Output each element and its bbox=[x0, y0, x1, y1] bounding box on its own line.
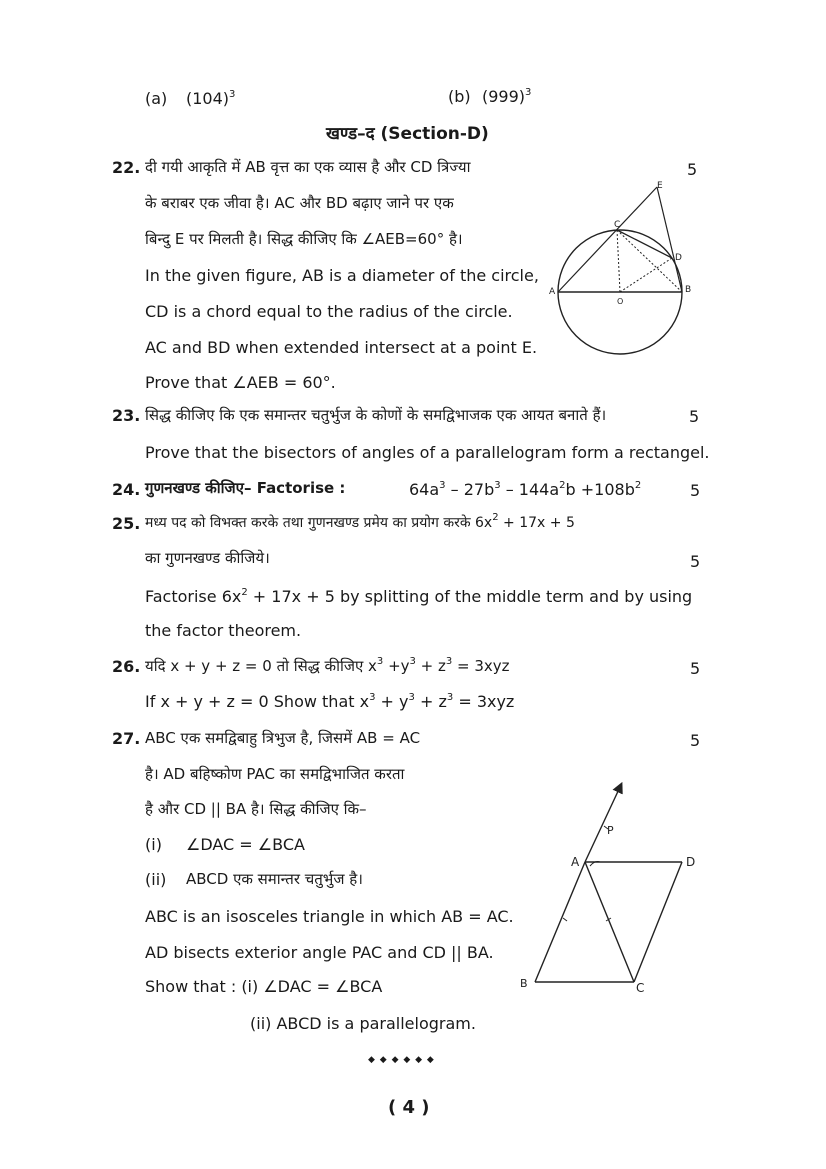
q25-english-line-1: Factorise $6x^2 + 17x + 5$ by splitting of the middle term and by using bbox=[145, 587, 693, 606]
q25-hindi-line-1: मध्य पद को विभक्त करके तथा गुणनखण्ड प्रमेय का प्रयोग करके $6x^2 + 17x + 5$ bbox=[145, 512, 575, 531]
q23-english: Prove that the bisectors of angles of a parallelogram form a rectangel. bbox=[145, 443, 710, 462]
end-marker: ◆ ◆ ◆ ◆ ◆ ◆ bbox=[368, 1055, 435, 1065]
option-b-label: (b) bbox=[448, 87, 471, 106]
q26-hindi: यदि x + y + z = 0 तो सिद्ध कीजिए $x^3 +y^3 + z^3 = 3xyz$ bbox=[145, 656, 510, 675]
q27-label-a: A bbox=[571, 855, 580, 869]
q22-label-o: O bbox=[617, 297, 624, 306]
q22-label-a: A bbox=[549, 287, 556, 297]
q25-hindi-line-2: का गुणनखण्ड कीजिये। bbox=[145, 549, 270, 567]
q24-label: गुणनखण्ड कीजिए– Factorise : bbox=[145, 479, 346, 497]
option-a-label: (a) bbox=[145, 89, 168, 108]
q22-label-b: B bbox=[685, 285, 692, 295]
q24-number: 24. bbox=[112, 480, 141, 499]
q22-hindi-line-1: दी गयी आकृति में AB वृत्त का एक व्यास है और CD त्रिज्या bbox=[145, 158, 471, 176]
q22-label-d: D bbox=[675, 253, 682, 263]
q27-number: 27. bbox=[112, 729, 141, 748]
q27-part-ii-text: ABCD एक समान्तर चतुर्भुज है। bbox=[186, 870, 363, 888]
q22-hindi-line-3: बिन्दु E पर मिलती है। सिद्ध कीजिए कि ∠AEB=60° है। bbox=[145, 230, 463, 248]
q22-english-line-1: In the given figure, AB is a diameter of the circle, bbox=[145, 266, 539, 285]
q22-marks: 5 bbox=[687, 160, 698, 179]
option-a-value: $(104)^3$ bbox=[186, 89, 236, 108]
q24-expression: $64a^3 - 27b^3 - 144a^2b +108b^2$ bbox=[409, 480, 642, 499]
q26-marks: 5 bbox=[690, 659, 701, 678]
q27-show-that: Show that : (i) ∠DAC = ∠BCA bbox=[145, 977, 383, 996]
q27-english-line-1: ABC is an isosceles triangle in which AB = AC. bbox=[145, 907, 514, 926]
q27-label-d: D bbox=[686, 855, 696, 869]
option-b-value: $(999)^3$ bbox=[482, 87, 532, 106]
q22-english-line-3: AC and BD when extended intersect at a point E. bbox=[145, 338, 538, 357]
q23-number: 23. bbox=[112, 406, 141, 425]
q26-english: If x + y + z = 0 Show that $x^3 + y^3 + z^3 = 3xyz$ bbox=[145, 692, 515, 711]
q27-label-p: P bbox=[607, 824, 614, 837]
q23-hindi: सिद्ध कीजिए कि एक समान्तर चतुर्भुज के कोणों के समद्विभाजक एक आयत बनाते हैं। bbox=[145, 406, 607, 424]
q22-english-line-4: Prove that ∠AEB = 60°. bbox=[145, 373, 336, 392]
q27-english-line-2: AD bisects exterior angle PAC and CD || BA. bbox=[145, 943, 494, 962]
q27-hindi-line-1: ABC एक समद्विबाहु त्रिभुज है, जिसमें AB = AC bbox=[145, 729, 421, 747]
q27-label-c: C bbox=[636, 981, 645, 995]
q25-marks: 5 bbox=[690, 552, 701, 571]
q22-circle-figure bbox=[540, 175, 700, 375]
q24-marks: 5 bbox=[690, 481, 701, 500]
q27-parallelogram-figure bbox=[515, 780, 700, 995]
q27-part-ii-label: (ii) bbox=[145, 870, 167, 889]
q22-number: 22. bbox=[112, 158, 141, 177]
page-number: ( 4 ) bbox=[388, 1097, 430, 1118]
q22-label-e: E bbox=[657, 181, 663, 191]
q26-number: 26. bbox=[112, 657, 141, 676]
q22-label-c: C bbox=[614, 220, 621, 230]
q25-number: 25. bbox=[112, 514, 141, 533]
q25-english-line-2: the factor theorem. bbox=[145, 621, 302, 640]
q22-hindi-line-2: के बराबर एक जीवा है। AC और BD बढ़ाए जाने पर एक bbox=[145, 194, 454, 212]
q22-english-line-2: CD is a chord equal to the radius of the circle. bbox=[145, 302, 513, 321]
q27-hindi-line-2: है। AD बहिष्कोण PAC का समद्विभाजित करता bbox=[145, 765, 405, 783]
q27-show-ii: (ii) ABCD is a parallelogram. bbox=[250, 1014, 476, 1033]
q27-part-i-label: (i) bbox=[145, 835, 162, 854]
q27-marks: 5 bbox=[690, 731, 701, 750]
q27-label-b: B bbox=[520, 977, 528, 990]
q27-hindi-line-3: है और CD || BA है। सिद्ध कीजिए कि– bbox=[145, 800, 367, 818]
section-heading: खण्ड–द (Section-D) bbox=[326, 124, 489, 144]
q23-marks: 5 bbox=[689, 407, 700, 426]
q27-part-i-text: ∠DAC = ∠BCA bbox=[186, 835, 305, 854]
